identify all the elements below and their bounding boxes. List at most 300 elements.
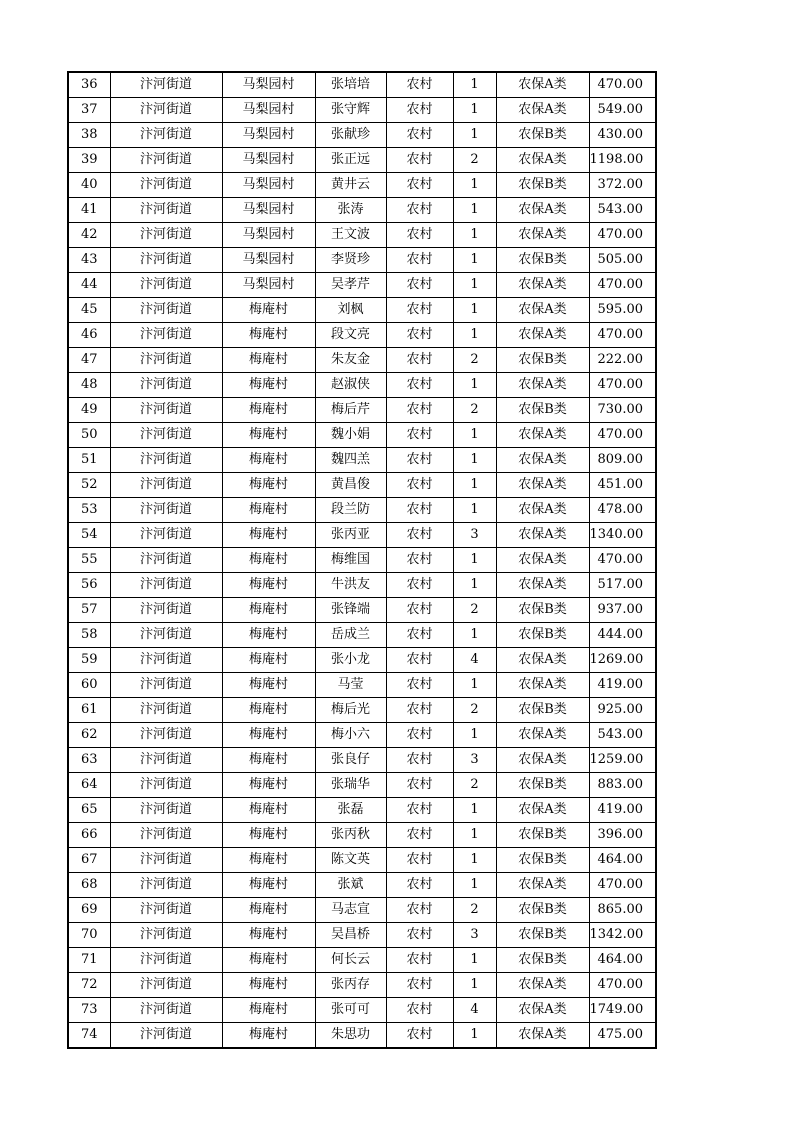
insurance-category-cell: 农保A类 [496, 373, 589, 398]
insurance-category-cell: 农保A类 [496, 798, 589, 823]
amount-cell: 1269.00 [589, 648, 656, 673]
member-count-cell: 1 [453, 72, 496, 98]
amount-cell: 470.00 [589, 323, 656, 348]
amount-cell: 470.00 [589, 423, 656, 448]
household-type-cell: 农村 [386, 198, 453, 223]
insurance-category-cell: 农保B类 [496, 773, 589, 798]
table-row [68, 423, 656, 448]
household-type-cell: 农村 [386, 998, 453, 1023]
amount-cell: 1342.00 [589, 923, 656, 948]
row-number-cell: 38 [68, 123, 110, 148]
insurance-category-cell: 农保A类 [496, 548, 589, 573]
street-cell: 汴河街道 [110, 398, 222, 423]
street-cell: 汴河街道 [110, 848, 222, 873]
village-cell: 梅庵村 [222, 298, 315, 323]
member-count-cell: 4 [453, 648, 496, 673]
table-row [68, 398, 656, 423]
row-number-cell: 43 [68, 248, 110, 273]
street-cell: 汴河街道 [110, 273, 222, 298]
member-count-cell: 1 [453, 1023, 496, 1049]
household-type-cell: 农村 [386, 948, 453, 973]
person-name-cell: 刘枫 [315, 298, 386, 323]
person-name-cell: 黄井云 [315, 173, 386, 198]
person-name-cell: 王文波 [315, 223, 386, 248]
household-type-cell: 农村 [386, 373, 453, 398]
street-cell: 汴河街道 [110, 823, 222, 848]
person-name-cell: 魏四羔 [315, 448, 386, 473]
row-number-cell: 51 [68, 448, 110, 473]
row-number-cell: 73 [68, 998, 110, 1023]
street-cell: 汴河街道 [110, 648, 222, 673]
table-row [68, 498, 656, 523]
row-number-cell: 64 [68, 773, 110, 798]
street-cell: 汴河街道 [110, 198, 222, 223]
household-type-cell: 农村 [386, 448, 453, 473]
amount-cell: 925.00 [589, 698, 656, 723]
village-cell: 梅庵村 [222, 1023, 315, 1049]
row-number-cell: 53 [68, 498, 110, 523]
village-cell: 马梨园村 [222, 148, 315, 173]
insurance-category-cell: 农保A类 [496, 573, 589, 598]
insurance-category-cell: 农保A类 [496, 648, 589, 673]
person-name-cell: 张丙秋 [315, 823, 386, 848]
insurance-category-cell: 农保B类 [496, 348, 589, 373]
street-cell: 汴河街道 [110, 323, 222, 348]
household-type-cell: 农村 [386, 473, 453, 498]
row-number-cell: 72 [68, 973, 110, 998]
household-type-cell: 农村 [386, 148, 453, 173]
street-cell: 汴河街道 [110, 248, 222, 273]
household-type-cell: 农村 [386, 673, 453, 698]
household-type-cell: 农村 [386, 648, 453, 673]
table-body [68, 72, 656, 1048]
insurance-category-cell: 农保A类 [496, 198, 589, 223]
village-cell: 梅庵村 [222, 873, 315, 898]
row-number-cell: 70 [68, 923, 110, 948]
household-type-cell: 农村 [386, 423, 453, 448]
member-count-cell: 1 [453, 473, 496, 498]
table-row [68, 223, 656, 248]
household-type-cell: 农村 [386, 898, 453, 923]
person-name-cell: 魏小娟 [315, 423, 386, 448]
member-count-cell: 2 [453, 773, 496, 798]
village-cell: 梅庵村 [222, 848, 315, 873]
table-row [68, 723, 656, 748]
person-name-cell: 朱思功 [315, 1023, 386, 1049]
household-type-cell: 农村 [386, 773, 453, 798]
amount-cell: 505.00 [589, 248, 656, 273]
person-name-cell: 吴孝芹 [315, 273, 386, 298]
street-cell: 汴河街道 [110, 673, 222, 698]
row-number-cell: 41 [68, 198, 110, 223]
table-row [68, 523, 656, 548]
member-count-cell: 1 [453, 848, 496, 873]
street-cell: 汴河街道 [110, 773, 222, 798]
amount-cell: 809.00 [589, 448, 656, 473]
person-name-cell: 陈文英 [315, 848, 386, 873]
insurance-category-cell: 农保A类 [496, 748, 589, 773]
amount-cell: 470.00 [589, 223, 656, 248]
amount-cell: 451.00 [589, 473, 656, 498]
person-name-cell: 何长云 [315, 948, 386, 973]
row-number-cell: 63 [68, 748, 110, 773]
insurance-category-cell: 农保A类 [496, 873, 589, 898]
amount-cell: 478.00 [589, 498, 656, 523]
row-number-cell: 55 [68, 548, 110, 573]
person-name-cell: 张守辉 [315, 98, 386, 123]
person-name-cell: 赵淑侠 [315, 373, 386, 398]
member-count-cell: 1 [453, 973, 496, 998]
row-number-cell: 61 [68, 698, 110, 723]
table-row [68, 598, 656, 623]
insurance-category-cell: 农保B类 [496, 948, 589, 973]
person-name-cell: 梅维国 [315, 548, 386, 573]
row-number-cell: 56 [68, 573, 110, 598]
row-number-cell: 52 [68, 473, 110, 498]
street-cell: 汴河街道 [110, 373, 222, 398]
insurance-category-cell: 农保B类 [496, 123, 589, 148]
street-cell: 汴河街道 [110, 923, 222, 948]
village-cell: 梅庵村 [222, 823, 315, 848]
street-cell: 汴河街道 [110, 723, 222, 748]
street-cell: 汴河街道 [110, 498, 222, 523]
row-number-cell: 62 [68, 723, 110, 748]
table-row [68, 298, 656, 323]
amount-cell: 475.00 [589, 1023, 656, 1049]
table-row [68, 1023, 656, 1049]
person-name-cell: 张献珍 [315, 123, 386, 148]
person-name-cell: 马志宣 [315, 898, 386, 923]
table-row [68, 548, 656, 573]
table-row [68, 873, 656, 898]
amount-cell: 470.00 [589, 548, 656, 573]
amount-cell: 1340.00 [589, 523, 656, 548]
street-cell: 汴河街道 [110, 573, 222, 598]
member-count-cell: 1 [453, 198, 496, 223]
person-name-cell: 张丙存 [315, 973, 386, 998]
village-cell: 马梨园村 [222, 173, 315, 198]
amount-cell: 470.00 [589, 373, 656, 398]
insurance-category-cell: 农保A类 [496, 498, 589, 523]
beneficiary-table [67, 71, 657, 1049]
table-row [68, 98, 656, 123]
table-row [68, 323, 656, 348]
village-cell: 梅庵村 [222, 348, 315, 373]
insurance-category-cell: 农保B类 [496, 923, 589, 948]
table-row [68, 72, 656, 98]
insurance-category-cell: 农保A类 [496, 973, 589, 998]
insurance-category-cell: 农保A类 [496, 998, 589, 1023]
row-number-cell: 74 [68, 1023, 110, 1049]
household-type-cell: 农村 [386, 173, 453, 198]
amount-cell: 470.00 [589, 273, 656, 298]
table-row [68, 823, 656, 848]
street-cell: 汴河街道 [110, 98, 222, 123]
household-type-cell: 农村 [386, 698, 453, 723]
amount-cell: 444.00 [589, 623, 656, 648]
amount-cell: 543.00 [589, 198, 656, 223]
table-row [68, 173, 656, 198]
table-row [68, 923, 656, 948]
member-count-cell: 3 [453, 748, 496, 773]
street-cell: 汴河街道 [110, 748, 222, 773]
household-type-cell: 农村 [386, 548, 453, 573]
insurance-category-cell: 农保B类 [496, 173, 589, 198]
household-type-cell: 农村 [386, 923, 453, 948]
member-count-cell: 1 [453, 823, 496, 848]
member-count-cell: 3 [453, 923, 496, 948]
row-number-cell: 67 [68, 848, 110, 873]
household-type-cell: 农村 [386, 348, 453, 373]
village-cell: 梅庵村 [222, 323, 315, 348]
street-cell: 汴河街道 [110, 72, 222, 98]
row-number-cell: 46 [68, 323, 110, 348]
household-type-cell: 农村 [386, 623, 453, 648]
village-cell: 梅庵村 [222, 798, 315, 823]
village-cell: 梅庵村 [222, 548, 315, 573]
member-count-cell: 2 [453, 698, 496, 723]
insurance-category-cell: 农保A类 [496, 298, 589, 323]
amount-cell: 419.00 [589, 673, 656, 698]
member-count-cell: 1 [453, 623, 496, 648]
street-cell: 汴河街道 [110, 448, 222, 473]
insurance-category-cell: 农保B类 [496, 823, 589, 848]
table-row [68, 748, 656, 773]
village-cell: 马梨园村 [222, 223, 315, 248]
village-cell: 梅庵村 [222, 998, 315, 1023]
member-count-cell: 1 [453, 498, 496, 523]
household-type-cell: 农村 [386, 398, 453, 423]
person-name-cell: 梅小六 [315, 723, 386, 748]
member-count-cell: 1 [453, 423, 496, 448]
amount-cell: 517.00 [589, 573, 656, 598]
member-count-cell: 2 [453, 898, 496, 923]
household-type-cell: 农村 [386, 723, 453, 748]
row-number-cell: 42 [68, 223, 110, 248]
person-name-cell: 李贤珍 [315, 248, 386, 273]
street-cell: 汴河街道 [110, 523, 222, 548]
person-name-cell: 张涛 [315, 198, 386, 223]
row-number-cell: 65 [68, 798, 110, 823]
insurance-category-cell: 农保A类 [496, 723, 589, 748]
row-number-cell: 68 [68, 873, 110, 898]
village-cell: 梅庵村 [222, 473, 315, 498]
insurance-category-cell: 农保A类 [496, 523, 589, 548]
amount-cell: 549.00 [589, 98, 656, 123]
amount-cell: 470.00 [589, 873, 656, 898]
insurance-category-cell: 农保A类 [496, 1023, 589, 1049]
member-count-cell: 1 [453, 573, 496, 598]
member-count-cell: 1 [453, 323, 496, 348]
amount-cell: 1198.00 [589, 148, 656, 173]
row-number-cell: 58 [68, 623, 110, 648]
row-number-cell: 49 [68, 398, 110, 423]
village-cell: 梅庵村 [222, 398, 315, 423]
insurance-category-cell: 农保A类 [496, 448, 589, 473]
table-row [68, 123, 656, 148]
person-name-cell: 牛洪友 [315, 573, 386, 598]
household-type-cell: 农村 [386, 123, 453, 148]
member-count-cell: 2 [453, 398, 496, 423]
person-name-cell: 朱友金 [315, 348, 386, 373]
village-cell: 梅庵村 [222, 598, 315, 623]
village-cell: 梅庵村 [222, 448, 315, 473]
table-row [68, 948, 656, 973]
person-name-cell: 梅后芹 [315, 398, 386, 423]
member-count-cell: 1 [453, 673, 496, 698]
row-number-cell: 48 [68, 373, 110, 398]
amount-cell: 430.00 [589, 123, 656, 148]
table-row [68, 773, 656, 798]
street-cell: 汴河街道 [110, 873, 222, 898]
table-row [68, 798, 656, 823]
person-name-cell: 张正远 [315, 148, 386, 173]
household-type-cell: 农村 [386, 323, 453, 348]
row-number-cell: 69 [68, 898, 110, 923]
village-cell: 梅庵村 [222, 723, 315, 748]
household-type-cell: 农村 [386, 748, 453, 773]
street-cell: 汴河街道 [110, 473, 222, 498]
insurance-category-cell: 农保B类 [496, 598, 589, 623]
street-cell: 汴河街道 [110, 798, 222, 823]
row-number-cell: 44 [68, 273, 110, 298]
village-cell: 梅庵村 [222, 523, 315, 548]
village-cell: 梅庵村 [222, 748, 315, 773]
village-cell: 梅庵村 [222, 573, 315, 598]
village-cell: 梅庵村 [222, 498, 315, 523]
street-cell: 汴河街道 [110, 348, 222, 373]
amount-cell: 937.00 [589, 598, 656, 623]
member-count-cell: 1 [453, 123, 496, 148]
row-number-cell: 66 [68, 823, 110, 848]
insurance-category-cell: 农保B类 [496, 848, 589, 873]
insurance-category-cell: 农保B类 [496, 248, 589, 273]
insurance-category-cell: 农保A类 [496, 323, 589, 348]
person-name-cell: 张丙亚 [315, 523, 386, 548]
street-cell: 汴河街道 [110, 423, 222, 448]
person-name-cell: 张培培 [315, 72, 386, 98]
street-cell: 汴河街道 [110, 698, 222, 723]
table-row [68, 573, 656, 598]
insurance-category-cell: 农保A类 [496, 98, 589, 123]
street-cell: 汴河街道 [110, 123, 222, 148]
table-row [68, 848, 656, 873]
insurance-category-cell: 农保B类 [496, 398, 589, 423]
person-name-cell: 段文亮 [315, 323, 386, 348]
insurance-category-cell: 农保A类 [496, 673, 589, 698]
village-cell: 梅庵村 [222, 373, 315, 398]
household-type-cell: 农村 [386, 298, 453, 323]
person-name-cell: 张磊 [315, 798, 386, 823]
village-cell: 梅庵村 [222, 698, 315, 723]
amount-cell: 464.00 [589, 948, 656, 973]
row-number-cell: 39 [68, 148, 110, 173]
table-row [68, 273, 656, 298]
table-row [68, 623, 656, 648]
row-number-cell: 37 [68, 98, 110, 123]
household-type-cell: 农村 [386, 523, 453, 548]
household-type-cell: 农村 [386, 598, 453, 623]
table-row [68, 973, 656, 998]
amount-cell: 222.00 [589, 348, 656, 373]
table-row [68, 248, 656, 273]
table-row [68, 448, 656, 473]
village-cell: 马梨园村 [222, 198, 315, 223]
member-count-cell: 1 [453, 273, 496, 298]
street-cell: 汴河街道 [110, 298, 222, 323]
village-cell: 梅庵村 [222, 423, 315, 448]
person-name-cell: 张瑞华 [315, 773, 386, 798]
household-type-cell: 农村 [386, 273, 453, 298]
member-count-cell: 1 [453, 98, 496, 123]
household-type-cell: 农村 [386, 798, 453, 823]
amount-cell: 883.00 [589, 773, 656, 798]
insurance-category-cell: 农保B类 [496, 698, 589, 723]
table-row [68, 698, 656, 723]
member-count-cell: 4 [453, 998, 496, 1023]
person-name-cell: 段兰防 [315, 498, 386, 523]
person-name-cell: 张可可 [315, 998, 386, 1023]
village-cell: 梅庵村 [222, 673, 315, 698]
village-cell: 马梨园村 [222, 273, 315, 298]
row-number-cell: 54 [68, 523, 110, 548]
insurance-category-cell: 农保B类 [496, 898, 589, 923]
row-number-cell: 71 [68, 948, 110, 973]
insurance-category-cell: 农保A类 [496, 72, 589, 98]
table-row [68, 648, 656, 673]
amount-cell: 1259.00 [589, 748, 656, 773]
member-count-cell: 1 [453, 173, 496, 198]
amount-cell: 372.00 [589, 173, 656, 198]
person-name-cell: 梅后光 [315, 698, 386, 723]
village-cell: 梅庵村 [222, 973, 315, 998]
table-row [68, 998, 656, 1023]
amount-cell: 543.00 [589, 723, 656, 748]
street-cell: 汴河街道 [110, 223, 222, 248]
village-cell: 梅庵村 [222, 898, 315, 923]
household-type-cell: 农村 [386, 223, 453, 248]
amount-cell: 730.00 [589, 398, 656, 423]
person-name-cell: 张小龙 [315, 648, 386, 673]
table-row [68, 673, 656, 698]
member-count-cell: 1 [453, 723, 496, 748]
village-cell: 梅庵村 [222, 923, 315, 948]
member-count-cell: 1 [453, 223, 496, 248]
street-cell: 汴河街道 [110, 173, 222, 198]
street-cell: 汴河街道 [110, 148, 222, 173]
street-cell: 汴河街道 [110, 973, 222, 998]
row-number-cell: 57 [68, 598, 110, 623]
person-name-cell: 张良仔 [315, 748, 386, 773]
table-row [68, 148, 656, 173]
household-type-cell: 农村 [386, 573, 453, 598]
member-count-cell: 3 [453, 523, 496, 548]
household-type-cell: 农村 [386, 873, 453, 898]
village-cell: 马梨园村 [222, 72, 315, 98]
row-number-cell: 59 [68, 648, 110, 673]
insurance-category-cell: 农保A类 [496, 273, 589, 298]
person-name-cell: 张锋端 [315, 598, 386, 623]
person-name-cell: 张斌 [315, 873, 386, 898]
village-cell: 梅庵村 [222, 948, 315, 973]
amount-cell: 470.00 [589, 72, 656, 98]
street-cell: 汴河街道 [110, 623, 222, 648]
row-number-cell: 45 [68, 298, 110, 323]
table-row [68, 473, 656, 498]
street-cell: 汴河街道 [110, 548, 222, 573]
village-cell: 梅庵村 [222, 623, 315, 648]
member-count-cell: 1 [453, 373, 496, 398]
